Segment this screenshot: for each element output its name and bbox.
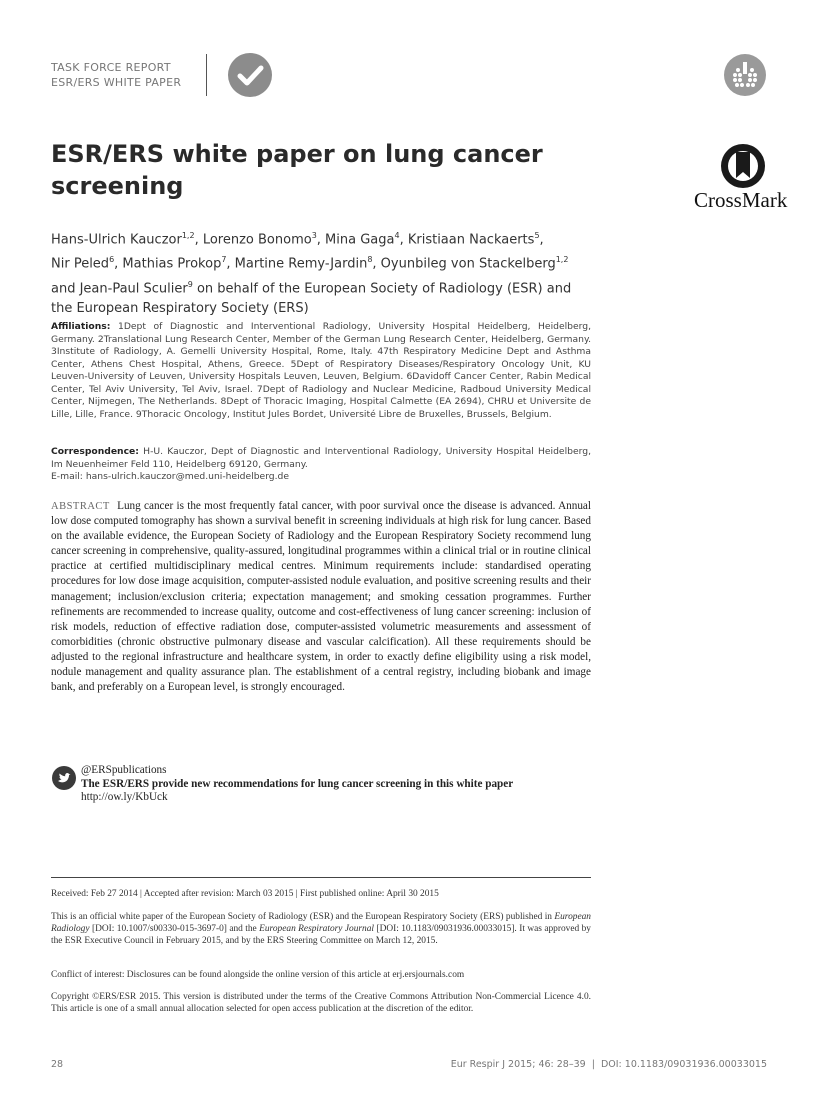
author-list [51,226,599,319]
checkmark-badge-icon [228,53,272,97]
copyright: Copyright ©ERS/ESR 2015. This version is distributed under the terms of the Creative Commons Attribution Non-Commercial Licence 4.0. This article is one of a small annual allocation selected for open access publication at the discretion of the editor. [51,992,591,1014]
footnote-divider [51,877,591,878]
report-type: TASK FORCE REPORT [51,61,171,74]
official-statement: This is an official white paper of the European Society of Radiology (ESR) and the European Respiratory Society (ERS) published in European Radiology [DOI: 10.1007/s00330-015-3697-0] and the European Respiratory Journal [DOI: 10.1183/09031936.00033015]. It was approved by the ESR Executive Council in February 2015, and by the ERS Steering Committee on March 12, 2015. [51,912,591,946]
correspondence-label: Correspondence: [51,446,139,457]
conflict-of-interest: Conflict of interest: Disclosures can be found alongside the online version of this article at erj.ersjournals.com [51,970,465,980]
article-title: ESR/ERS white paper on lung cancer screening [51,140,543,200]
abstract [51,499,591,695]
crossmark-icon[interactable] [719,142,767,190]
correspondence [51,446,591,484]
affiliations-label: Affiliations: [51,321,111,332]
received-dates: Received: Feb 27 2014 | Accepted after revision: March 03 2015 | First published online: April 30 2015 [51,889,439,899]
citation: Eur Respir J 2015; 46: 28–39 | DOI: 10.1183/09031936.00033015 [450,1059,767,1070]
tweet-link[interactable]: http://ow.ly/KbUck [81,791,168,803]
abstract-text: Lung cancer is the most frequently fatal cancer, with poor survival once the disease is advanced. Annual low dose computed tomography has shown a survival benefit in screening individuals at high risk for lung cancer. Based on the available evidence, the European Society of Radiology and the European Respiratory Society recommend lung cancer screening in comprehensive, quality-assured, longitudinal programmes within a clinical trial or in routine clinical practice at certified multidisciplinary medical centres. Minimum requirements include: standardised operating procedures for low dose image acquisition, computer-assisted nodule evaluation, and positive screening results and their management; inclusion/exclusion criteria; expectation management; and smoking cessation programmes. Further refinements are recommended to increase quality, outcome and cost-effectiveness of lung cancer screening: inclusion of risk models, reduction of effective radiation dose, computer-assisted volumetric measurements and assessment of comorbidities (chronic obstructive pulmonary disease and vascular calcification). All these requirements should be adjusted to the regional infrastructure and healthcare system, in order to exactly define eligibility using a risk model, nodule management and quality assurance plan. The establishment of a central registry, including biobank and image bank, and preferably on a European level, is strongly encouraged. [51,500,591,694]
tweet-text: The ESR/ERS provide new recommendations for lung cancer screening in this white paper [81,777,514,790]
correspondence-text: H-U. Kauczor, Dept of Diagnostic and Interventional Radiology, University Hospital Heidelberg, Im Neuenheimer Feld 110, Heidelberg 69120, Germany. [51,446,591,470]
tweet-block [81,764,591,805]
page-number: 28 [51,1059,64,1070]
author-line: Nir Peled$^6$, Mathias Prokop$^7$, Martine Remy-Jardin$^8$, Oyunbileg von Stackelberg$^{1,2}$ [51,255,569,272]
author-line: the European Respiratory Society (ERS) [51,300,309,316]
correspondence-email: E-mail: hans-ulrich.kauczor@med.uni-heidelberg.de [51,471,290,482]
tweet-handle[interactable]: @ERSpublications [81,764,167,776]
affiliations [51,321,591,421]
twitter-bird-icon [52,766,76,790]
report-subtype: ESR/ERS WHITE PAPER [51,76,182,89]
ers-lungs-logo-icon [724,54,766,96]
affiliations-text: 1Dept of Diagnostic and Interventional Radiology, University Hospital Heidelberg, Heidelberg, Germany. 2Translational Lung Research Center, Member of the German Lung Research Center, Heidelberg, Germany. 3Institute of Radiology, A. Gemelli University Hospital, Rome, Italy. 47th Respiratory Medicine Dept and Asthma Center, Athens Chest Hospital, Athens, Greece. 5Dept of Respiratory Diseases/Respiratory Oncology Unit, KU Leuven-University of Leuven, University Hospitals Leuven, Leuven, Belgium. 6Davidoff Cancer Center, Rabin Medical Center, Tel Aviv University, Tel Aviv, Israel. 7Dept of Radiology and Nuclear Medicine, Radboud University Medical Center, Nijmegen, The Netherlands. 8Dept of Thoracic Imaging, Hospital Calmette (EA 2694), CHRU et Universite de Lille, Lille, France. 9Thoracic Oncology, Institut Jules Bordet, Université Libre de Bruxelles, Brussels, Belgium. [51,321,592,420]
abstract-label: ABSTRACT [51,501,110,512]
header-divider [206,54,207,96]
author-line: Hans-Ulrich Kauczor$^{1,2}$, Lorenzo Bonomo$^3$, Mina Gaga$^4$, Kristiaan Nackaerts$^5$, [51,231,544,248]
crossmark-label[interactable]: CrossMark [694,188,788,212]
author-line: and Jean-Paul Sculier$^9$ on behalf of the European Society of Radiology (ESR) and [51,279,572,296]
